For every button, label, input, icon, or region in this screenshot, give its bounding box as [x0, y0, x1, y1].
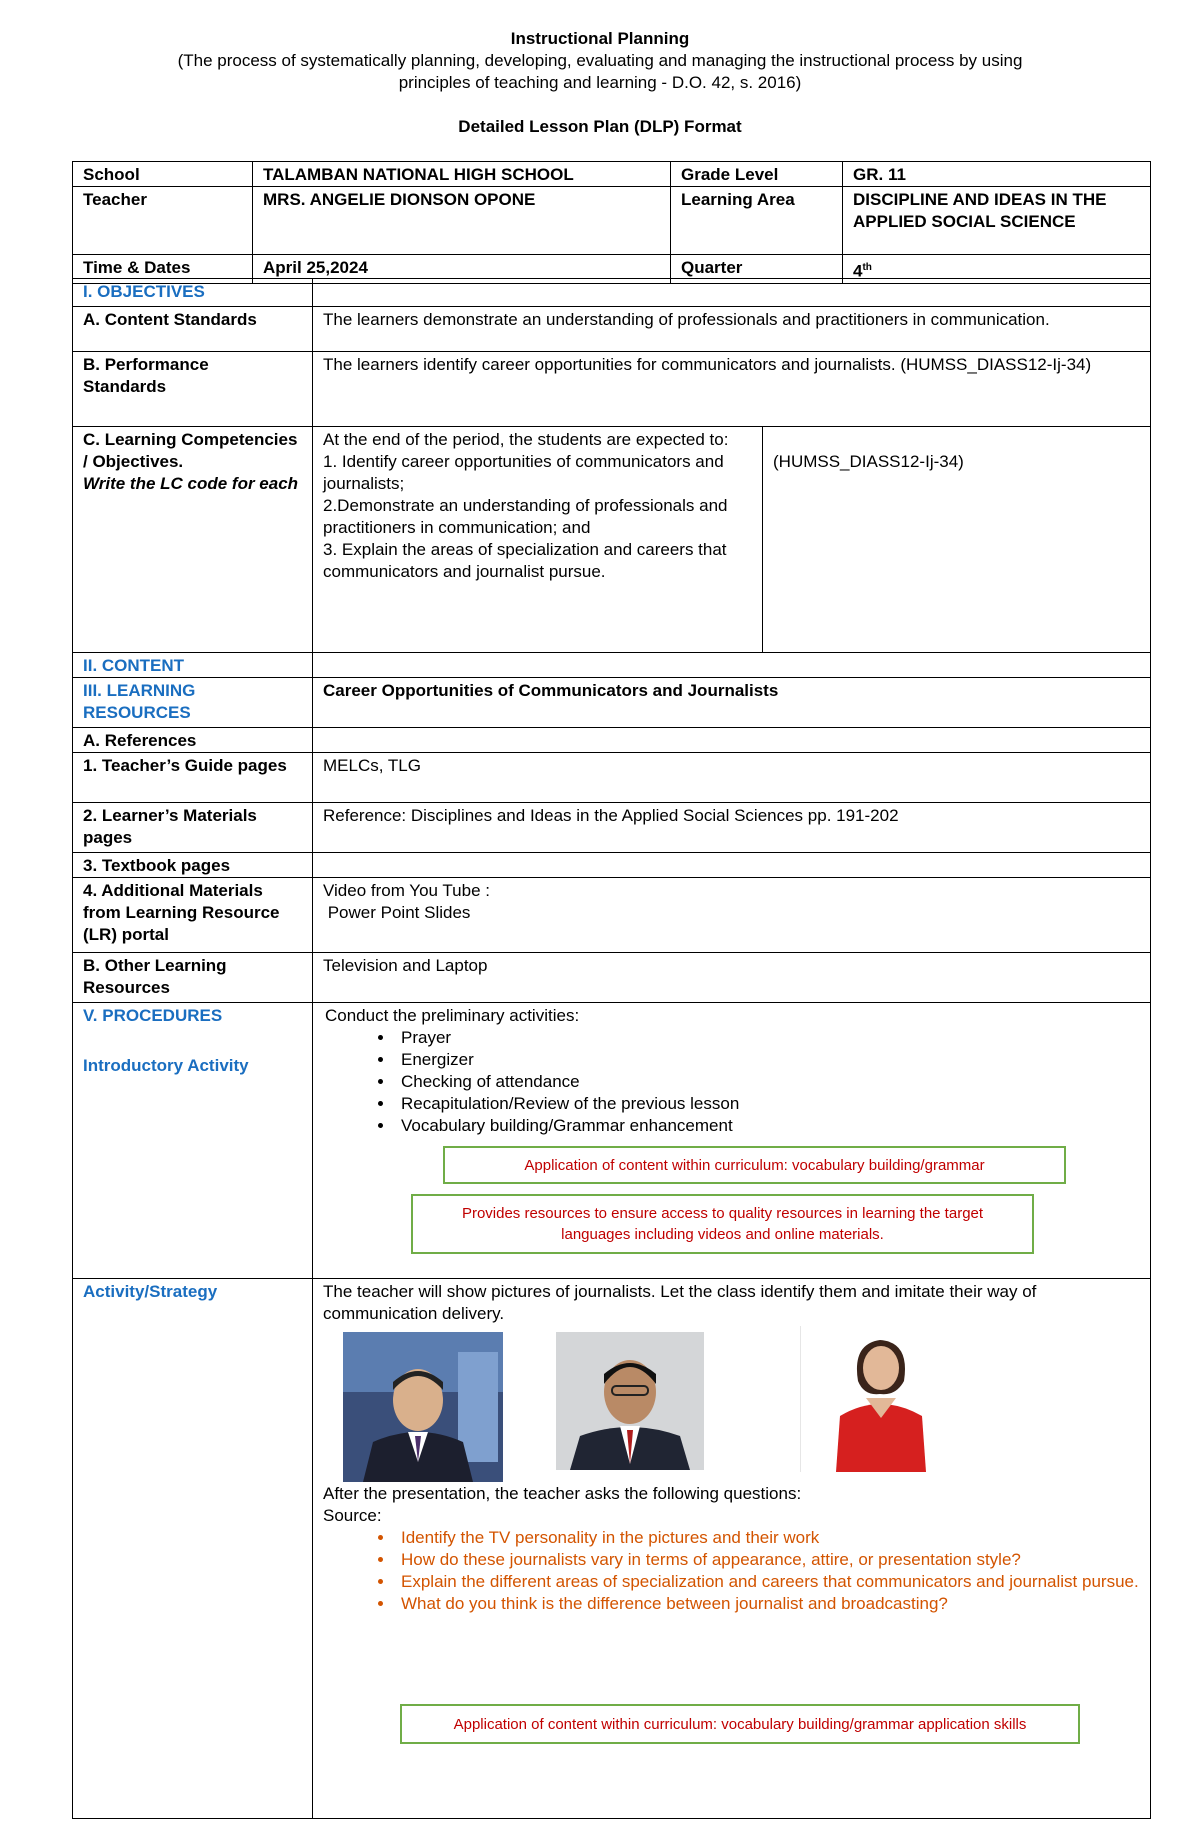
prelim-item: • Energizer [395, 1049, 1140, 1071]
journalist-photo-3 [800, 1326, 960, 1472]
introductory-activity: Conduct the preliminary activities: • Prayer • Energizer • Checking of attendance • Recapitulation/Review of the previous lesson • Vocabulary building/Grammar enhancement [313, 1003, 1151, 1279]
teacher-value: MRS. ANGELIE DIONSON OPONE [253, 187, 671, 255]
other-resources-label: B. Other Learning Resources [73, 953, 313, 1003]
procedures-label: V. PROCEDURES Introductory Activity [73, 1003, 313, 1279]
grade-label: Grade Level [671, 162, 843, 187]
content-standards: The learners demonstrate an understanding of professionals and practitioners in communication. [313, 307, 1151, 352]
question-item: • What do you think is the difference between journalist and broadcasting? [395, 1593, 1140, 1615]
lc-code: (HUMSS_DIASS12-Ij-34) [763, 427, 1151, 653]
journalist-photo-2 [556, 1332, 704, 1470]
resources-heading: III. LEARNING RESOURCES [73, 678, 313, 728]
activity-strategy-label: Activity/Strategy [73, 1279, 313, 1819]
additional-materials-label: 4. Additional Materials from Learning Resource (LR) portal [73, 878, 313, 953]
additional-materials: Video from You Tube : Power Point Slides [313, 878, 1151, 953]
learners-materials: Reference: Disciplines and Ideas in the Applied Social Sciences pp. 191-202 [313, 803, 1151, 853]
question-item: • How do these journalists vary in terms of appearance, attire, or presentation style? [395, 1549, 1140, 1571]
objectives-heading: I. OBJECTIVES [73, 279, 313, 307]
school-value: TALAMBAN NATIONAL HIGH SCHOOL [253, 162, 671, 187]
references-label: A. References [73, 728, 313, 753]
performance-standards: The learners identify career opportunities for communicators and journalists. (HUMSS_DIASS12-Ij-34) [313, 352, 1151, 427]
area-label: Learning Area [671, 187, 843, 255]
teachers-guide: MELCs, TLG [313, 753, 1151, 803]
info-table [72, 161, 1151, 284]
textbook-label: 3. Textbook pages [73, 853, 313, 878]
annotation-note: Provides resources to ensure access to quality resources in learning the target languages including videos and online materials. [411, 1194, 1034, 1254]
prelim-item: • Vocabulary building/Grammar enhancement [395, 1115, 1140, 1137]
question-item: • Identify the TV personality in the pictures and their work [395, 1527, 1140, 1549]
plan-table [72, 278, 1151, 1819]
annotation-note: Application of content within curriculum: vocabulary building/grammar [443, 1146, 1066, 1184]
learning-competencies: At the end of the period, the students are expected to: 1. Identify career opportunities of communicators and journalists; 2.Demonstrate an understanding of professionals and practitioners in communication; and 3. Explain the areas of specialization and careers that communicators and journalist pursue. [313, 427, 763, 653]
annotation-note: Application of content within curriculum: vocabulary building/grammar application skills [400, 1704, 1080, 1744]
prelim-item: • Prayer [395, 1027, 1140, 1049]
quarter-label: Quarter [671, 255, 843, 284]
content-standards-label: A. Content Standards [73, 307, 313, 352]
teacher-label: Teacher [73, 187, 253, 255]
question-item: • Explain the different areas of specialization and careers that communicators and journalist pursue. [395, 1571, 1140, 1593]
time-label: Time & Dates [73, 255, 253, 284]
grade-value: GR. 11 [843, 162, 1151, 187]
journalist-photo-1 [343, 1332, 503, 1482]
school-label: School [73, 162, 253, 187]
content-heading: II. CONTENT [73, 653, 313, 678]
prelim-item: • Checking of attendance [395, 1071, 1140, 1093]
doc-subtitle-1: (The process of systematically planning, developing, evaluating and managing the instructional process by using [177, 51, 1023, 70]
teachers-guide-label: 1. Teacher’s Guide pages [73, 753, 313, 803]
quarter-value: 4th [843, 255, 1151, 284]
performance-standards-label: B. Performance Standards [73, 352, 313, 427]
time-value: April 25,2024 [253, 255, 671, 284]
learning-competencies-label: C. Learning Competencies / Objectives. Write the LC code for each [73, 427, 313, 653]
format-title: Detailed Lesson Plan (DLP) Format [458, 117, 742, 136]
doc-title: Instructional Planning [510, 29, 690, 48]
activity-strategy: The teacher will show pictures of journalists. Let the class identify them and imitate their way of communication delivery. After the presentation, the teacher asks the following questions: Source: • Identify the TV personality in the pictures and their work • How do these journalists vary in terms of appearance, attire, or presentation style? • Explain the different areas of specialization and careers that communicators and journalist pursue. • What do you think is the difference between journalist and broadcasting? [313, 1279, 1151, 1819]
doc-subtitle-2: principles of teaching and learning - D.O. 42, s. 2016) [398, 73, 802, 92]
learners-materials-label: 2. Learner’s Materials pages [73, 803, 313, 853]
prelim-item: • Recapitulation/Review of the previous lesson [395, 1093, 1140, 1115]
introductory-activity-label: Introductory Activity [83, 1056, 249, 1075]
other-resources: Television and Laptop [313, 953, 1151, 1003]
area-value: DISCIPLINE AND IDEAS IN THE APPLIED SOCIAL SCIENCE [843, 187, 1151, 255]
lesson-topic: Career Opportunities of Communicators and Journalists [313, 678, 1151, 728]
